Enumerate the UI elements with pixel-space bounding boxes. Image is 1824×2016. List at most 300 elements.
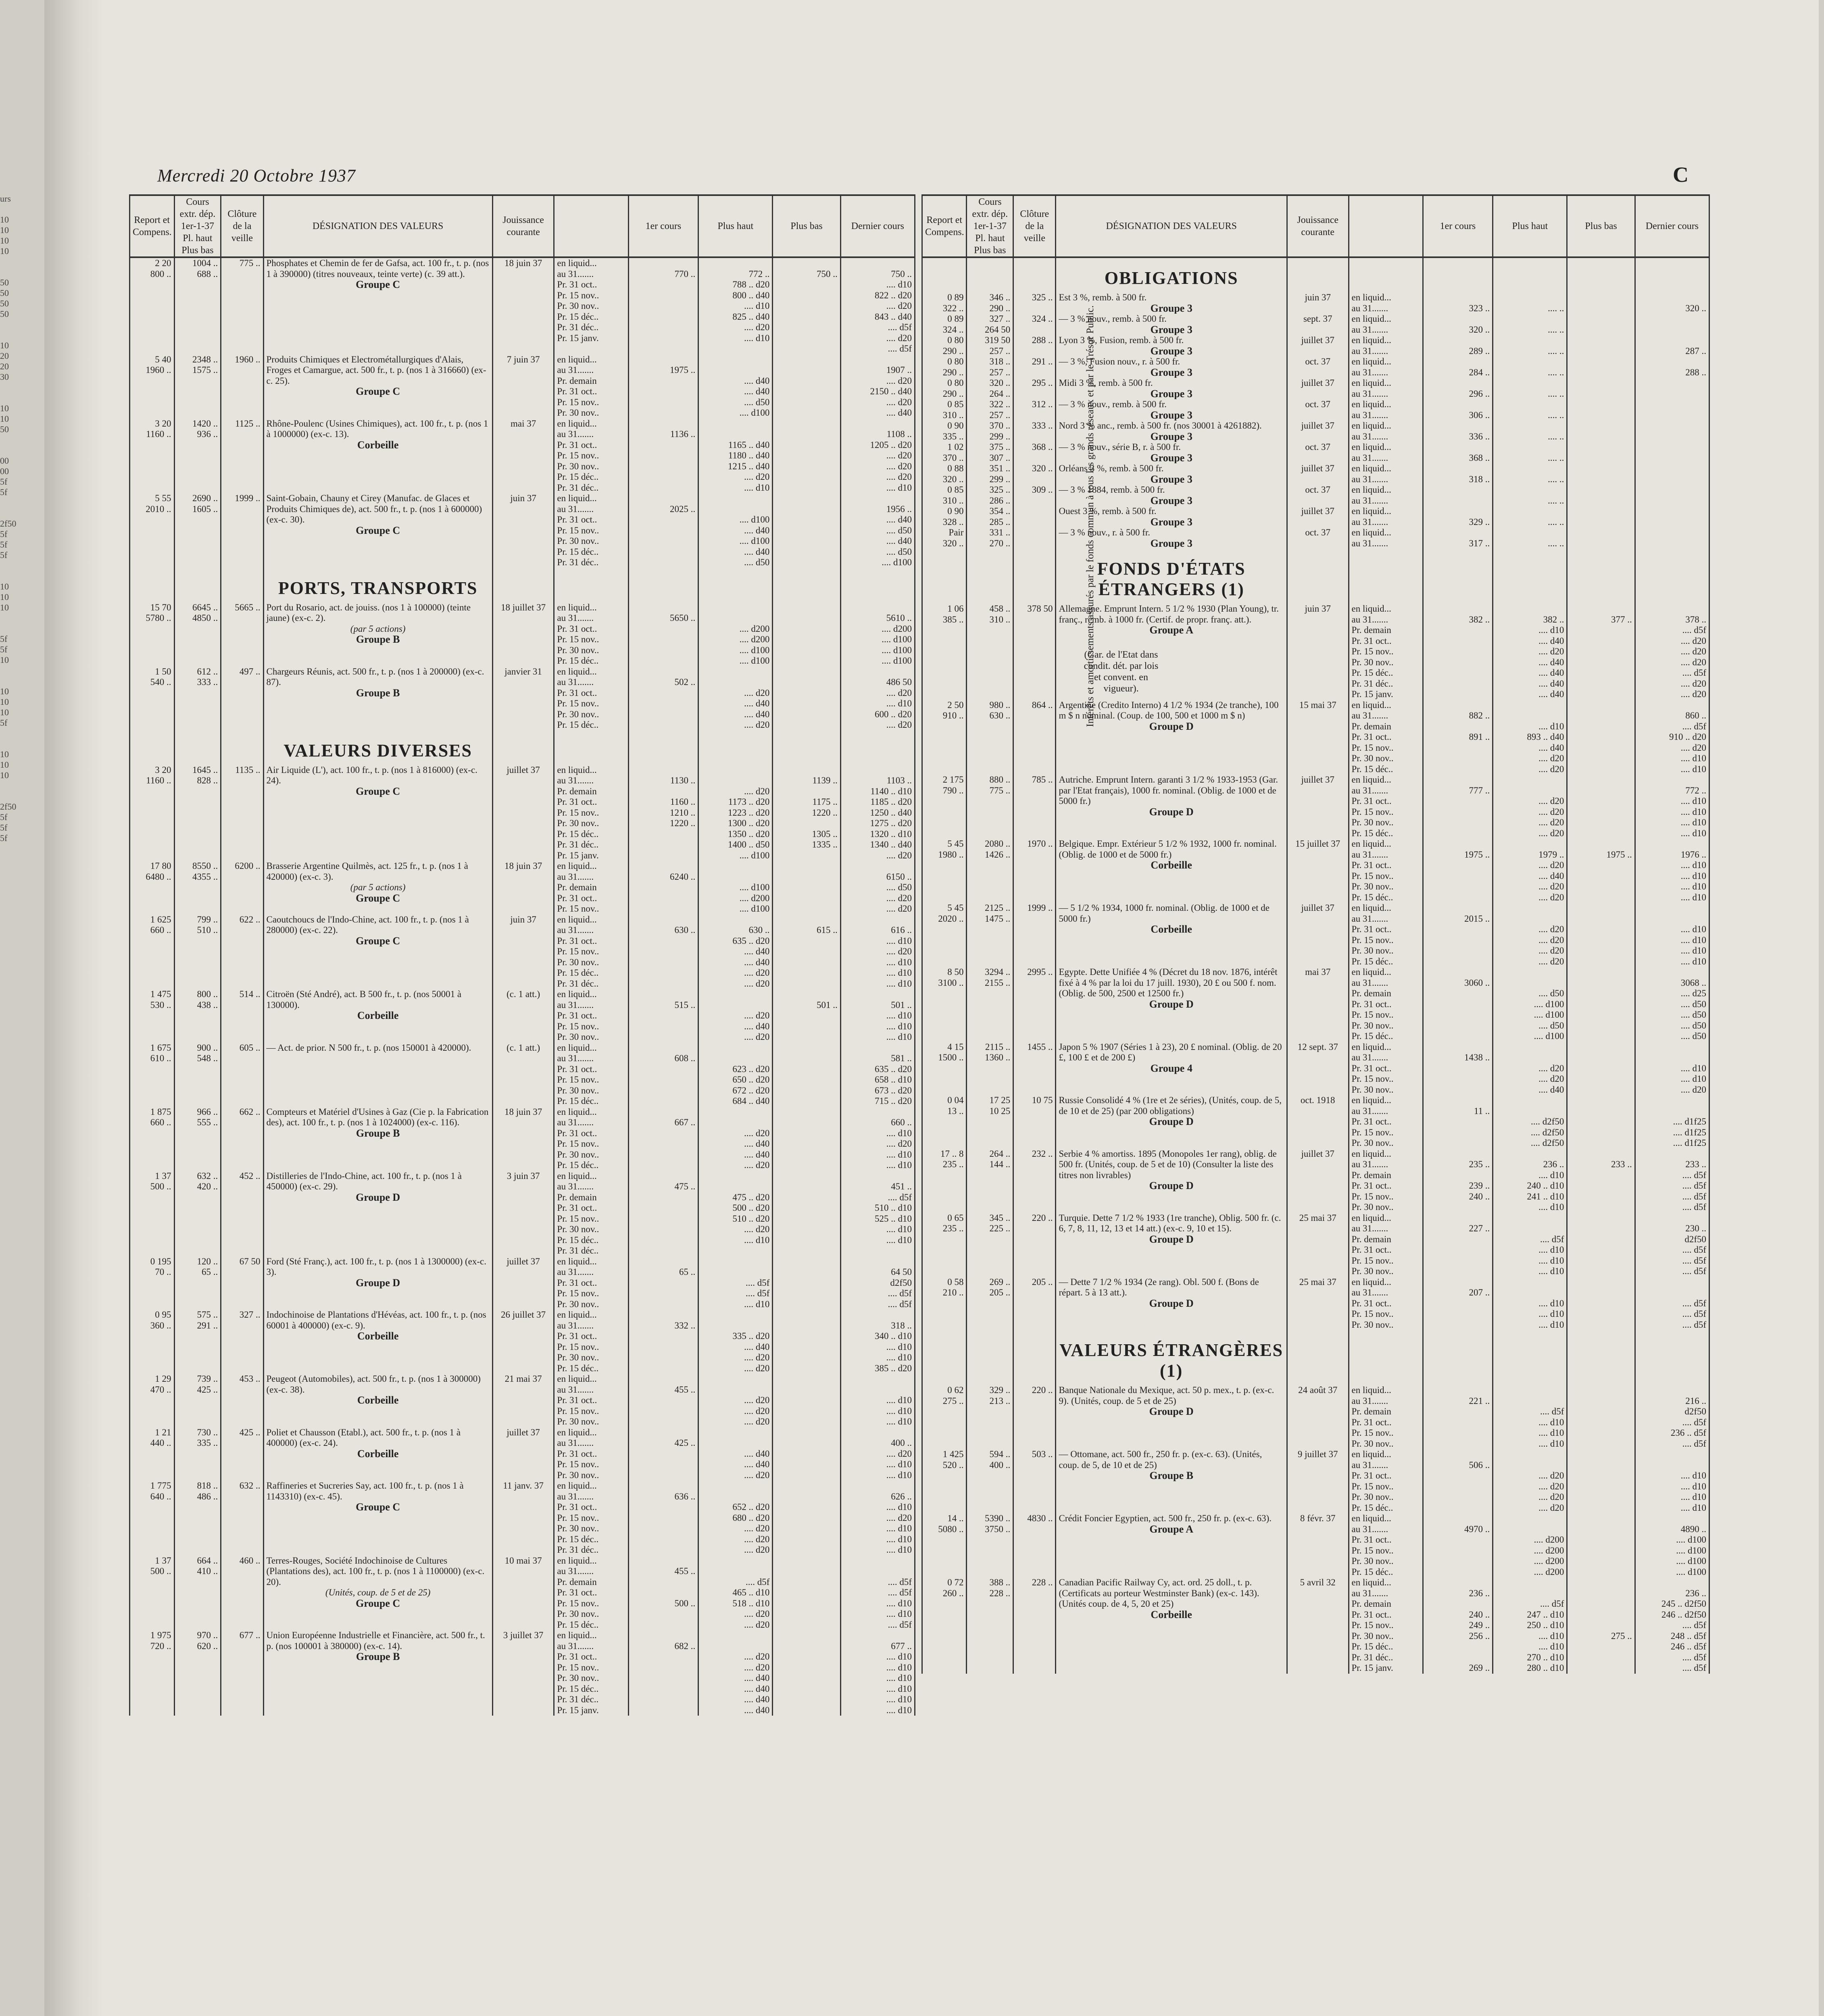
col-plus-haut: Plus haut bbox=[698, 195, 773, 257]
plus-haut-cell: .... d200 .... d200 .... d200 .... d200 bbox=[1493, 1513, 1567, 1577]
security-row bbox=[922, 463, 1709, 485]
designation-cell bbox=[263, 1107, 492, 1171]
cloture-cell: 288 .. bbox=[1013, 335, 1056, 356]
cours-extremes-cell: 264 .. 144 .. bbox=[967, 1149, 1013, 1213]
section-empty-cell bbox=[1423, 1330, 1493, 1385]
security-group: Groupe 3 bbox=[1150, 537, 1192, 549]
report-cell: 5 55 2010 .. bbox=[130, 493, 175, 568]
dernier-cours-cell: 1956 .. .... d40 .... d50 .... d40 .... d50 .... d100 bbox=[840, 493, 915, 568]
premier-cours-cell: 323 .. bbox=[1423, 292, 1493, 314]
designation-cell bbox=[1056, 1385, 1287, 1449]
plus-haut-cell: .... d20 .... d40 .... d40 .... d20 bbox=[698, 666, 773, 731]
echeance-cell: en liquid... au 31....... Pr. demain Pr. 31 oct.. Pr. 15 nov.. Pr. 30 nov.. Pr. 15 déc.. Pr. 31 déc.. Pr. 15 janv. bbox=[1349, 604, 1423, 700]
report-cell: 1 50 540 .. bbox=[130, 666, 175, 731]
jouissance-cell: juin 37 bbox=[492, 493, 554, 568]
designation-cell bbox=[1056, 967, 1287, 1042]
cloture-cell: 1455 .. bbox=[1013, 1042, 1056, 1095]
report-cell: 0 90 328 .. bbox=[922, 506, 967, 527]
security-name: — Dette 7 1/2 % 1934 (2e rang). Obl. 500 f. (Bons de répart. 5 à 13 att.). bbox=[1059, 1277, 1259, 1297]
echeance-cell: en liquid... au 31....... bbox=[1349, 421, 1423, 442]
cloture-cell: 622 .. bbox=[221, 914, 263, 989]
section-empty-cell bbox=[1423, 257, 1493, 292]
section-row bbox=[130, 731, 915, 765]
designation-cell bbox=[263, 861, 492, 914]
security-name: Terres-Rouges, Société Indochinoise de Cultures (Plantations des), act. 100 fr., t. p. (nos 1 à 1100000) (ex-c. 20). bbox=[266, 1555, 485, 1587]
plus-haut-cell: 335 .. d20 .... d40 .... d20 .... d20 bbox=[698, 1310, 773, 1374]
plus-bas-cell: 750 .. bbox=[773, 257, 840, 354]
section-title: OBLIGATIONS bbox=[1104, 268, 1238, 288]
security-name: Orléans 3 %, remb. à 500 fr. bbox=[1059, 463, 1164, 473]
plus-bas-cell bbox=[1567, 1385, 1635, 1449]
security-group: Corbeille bbox=[1151, 1608, 1192, 1620]
cloture-cell: 775 .. bbox=[221, 257, 263, 354]
security-name: — 3 % nouv., r. à 500 fr. bbox=[1059, 527, 1151, 537]
section-empty-cell bbox=[922, 549, 967, 604]
plus-bas-cell bbox=[1567, 485, 1635, 506]
page-fold-shadow bbox=[44, 0, 105, 2016]
echeance-cell: en liquid... au 31....... Pr. 31 oct.. Pr. 15 nov.. Pr. 30 nov.. Pr. 15 déc.. Pr. 31 déc.. bbox=[554, 1481, 628, 1556]
designation-cell bbox=[1056, 1149, 1287, 1213]
col-plus-bas: Plus bas bbox=[773, 195, 840, 257]
designation-cell bbox=[263, 1556, 492, 1631]
plus-bas-cell bbox=[773, 354, 840, 419]
security-group: Groupe A bbox=[1149, 1523, 1193, 1535]
premier-cours-cell: 608 .. bbox=[628, 1043, 698, 1107]
dernier-cours-cell: .... d10 .... d10 .... d20 bbox=[1635, 1042, 1709, 1095]
security-extra: (Unités, coup. de 5 et de 25) bbox=[325, 1587, 431, 1597]
echeance-cell: en liquid... au 31....... bbox=[1349, 485, 1423, 506]
echeance-cell: en liquid... au 31....... Pr. 31 oct.. Pr. 15 nov.. Pr. 30 nov.. Pr. 15 déc.. bbox=[554, 1107, 628, 1171]
jouissance-cell: oct. 37 bbox=[1287, 442, 1349, 463]
jouissance-cell: juillet 37 bbox=[1287, 903, 1349, 967]
echeance-cell: en liquid... au 31....... bbox=[1349, 463, 1423, 485]
designation-cell bbox=[263, 354, 492, 419]
jouissance-cell: 21 mai 37 bbox=[492, 1374, 554, 1427]
security-name: — Ottomane, act. 500 fr., 250 fr. p. (ex-c. 63). (Unités, coup. de 5, de 10 et de 25) bbox=[1059, 1449, 1262, 1470]
designation-cell bbox=[263, 765, 492, 861]
plus-haut-cell: 630 .. 635 .. d20 .... d40 .... d40 .... d20 .... d20 bbox=[698, 914, 773, 989]
jouissance-cell: 25 mai 37 bbox=[1287, 1277, 1349, 1331]
section-empty-cell bbox=[628, 731, 698, 765]
col-report: Report et Compens. bbox=[922, 195, 967, 257]
security-name: Nord 3 % anc., remb. à 500 fr. (nos 30001 à 4261882). bbox=[1059, 421, 1262, 431]
dernier-cours-cell: 288 .. bbox=[1635, 356, 1709, 378]
section-empty-cell bbox=[1423, 549, 1493, 604]
section-empty-cell bbox=[1567, 549, 1635, 604]
security-row bbox=[922, 700, 1709, 775]
security-group: Corbeille bbox=[357, 1330, 399, 1342]
report-cell: 0 85 310 .. bbox=[922, 485, 967, 506]
jouissance-cell: 9 juillet 37 bbox=[1287, 1449, 1349, 1513]
security-name: Autriche. Emprunt Intern. garanti 3 1/2 % 1933-1953 (Gar. par l'Etat français), 1000 fr. nominal. (Oblig. de 1000 et de 5000 fr.) bbox=[1059, 775, 1278, 806]
cloture-cell bbox=[1013, 506, 1056, 527]
col-cloture: Clôture de la veille bbox=[221, 195, 263, 257]
section-title: VALEURS ÉTRANGÈRES (1) bbox=[1059, 1340, 1284, 1381]
plus-bas-cell: 233 .. bbox=[1567, 1149, 1635, 1213]
jouissance-cell: juin 37 bbox=[1287, 604, 1349, 700]
report-cell: 5 40 1960 .. bbox=[130, 354, 175, 419]
security-group: Corbeille bbox=[357, 439, 399, 451]
plus-haut-cell: 382 .. .... d10 .... d40 .... d20 .... d40 .... d40 .... d40 .... d40 bbox=[1493, 604, 1567, 700]
plus-haut-cell: .... d20 .... d20 .... d20 .... d20 bbox=[1493, 775, 1567, 839]
plus-bas-cell bbox=[773, 861, 840, 914]
security-name: Caoutchoucs de l'Indo-Chine, act. 100 fr., t. p. (nos 1 à 280000) (ex-c. 22). bbox=[266, 914, 469, 935]
security-group: Groupe D bbox=[356, 1191, 400, 1203]
jouissance-cell: oct. 37 bbox=[1287, 356, 1349, 378]
plus-bas-cell bbox=[773, 1043, 840, 1107]
dernier-cours-cell: 5610 .. .... d200 .... d100 .... d100 .... d100 bbox=[840, 602, 915, 666]
plus-bas-cell: 1975 .. bbox=[1567, 839, 1635, 903]
plus-haut-cell: 1979 .. .... d20 .... d40 .... d20 .... d20 bbox=[1493, 839, 1567, 903]
security-name: Argentine (Credito Interno) 4 1/2 % 1934 (2e tranche), 100 m $ n nominal. (Coup. de 100, 500 et 1000 m $ n) bbox=[1059, 700, 1279, 721]
cours-extremes-cell: 3294 .. 2155 .. bbox=[967, 967, 1013, 1042]
security-name: — 3 %, Fusion nouv., r. à 500 fr. bbox=[1059, 356, 1180, 367]
jouissance-cell: 18 juin 37 bbox=[492, 257, 554, 354]
designation-cell bbox=[263, 257, 492, 354]
plus-bas-cell bbox=[773, 1481, 840, 1556]
cours-extremes-cell: 370 .. 299 .. bbox=[967, 421, 1013, 442]
security-row bbox=[922, 356, 1709, 378]
cloture-cell: 232 .. bbox=[1013, 1149, 1056, 1213]
security-group: Groupe D bbox=[1149, 720, 1194, 732]
echeance-cell: en liquid... au 31....... Pr. 31 oct.. Pr. 15 nov.. Pr. 30 nov.. bbox=[554, 1374, 628, 1427]
dernier-cours-cell: 1976 .. .... d10 .... d10 .... d10 .... d10 bbox=[1635, 839, 1709, 903]
plus-bas-cell bbox=[1567, 1277, 1635, 1331]
cours-extremes-cell: 818 .. 486 .. bbox=[174, 1481, 221, 1556]
dernier-cours-cell: 486 50 .... d20 .... d10 600 .. d20 .... d20 bbox=[840, 666, 915, 731]
security-row bbox=[130, 1310, 915, 1374]
designation-cell bbox=[1056, 1277, 1287, 1331]
dernier-cours-cell: 216 .. d2f50 .... d5f 236 .. d5f .... d5f bbox=[1635, 1385, 1709, 1449]
cours-extremes-cell: 1420 .. 936 .. bbox=[174, 419, 221, 494]
security-name: Phosphates et Chemin de fer de Gafsa, act. 100 fr., t. p. (nos 1 à 390000) (titres nouveaux, teinte verte) (c. 39 att.). bbox=[266, 258, 489, 279]
echeance-cell: en liquid... au 31....... Pr. 31 oct.. Pr. 15 nov.. Pr. 30 nov.. Pr. 15 déc.. Pr. 31 déc.. Pr. 15 janv. bbox=[554, 257, 628, 354]
echeance-cell: en liquid... au 31....... Pr. 31 oct.. Pr. 15 nov.. Pr. 30 nov.. Pr. 15 déc.. bbox=[1349, 839, 1423, 903]
report-cell: 1 625 660 .. bbox=[130, 914, 175, 989]
echeance-cell: en liquid... au 31....... Pr. 31 oct.. Pr. 15 nov.. Pr. 30 nov.. Pr. 15 déc.. bbox=[1349, 775, 1423, 839]
cours-extremes-cell: 318 .. 257 .. bbox=[967, 356, 1013, 378]
dernier-cours-cell: .... d5f .... d5f .... d10 .... d10 .... d5f bbox=[840, 1556, 915, 1631]
report-cell: 1 02 370 .. bbox=[922, 442, 967, 463]
plus-haut-cell: .... d100 .... d40 .... d100 .... d40 .... d50 bbox=[698, 493, 773, 568]
security-row bbox=[922, 399, 1709, 421]
security-name: Raffineries et Sucreries Say, act. 100 fr., t. p. (nos 1 à 1143310) (ex-c. 45). bbox=[266, 1481, 464, 1502]
security-group: Groupe 3 bbox=[1150, 387, 1192, 399]
plus-bas-cell bbox=[1567, 356, 1635, 378]
dernier-cours-cell: 501 .. .... d10 .... d10 .... d10 bbox=[840, 989, 915, 1043]
premier-cours-cell: 4970 .. bbox=[1423, 1513, 1493, 1577]
security-row bbox=[130, 419, 915, 494]
jouissance-cell: juillet 37 bbox=[1287, 506, 1349, 527]
security-name: Ford (Sté Franç.), act. 100 fr., t. p. (nos 1 à 1300000) (ex-c. 3). bbox=[266, 1256, 486, 1277]
col-premier-cours: 1er cours bbox=[1423, 195, 1493, 257]
security-group: Groupe D bbox=[1149, 1406, 1194, 1417]
premier-cours-cell: 289 .. bbox=[1423, 335, 1493, 356]
cours-extremes-cell: 17 25 10 25 bbox=[967, 1095, 1013, 1149]
plus-haut-cell: .... d20 .... d20 .... d40 bbox=[1493, 1042, 1567, 1095]
premier-cours-cell: 682 .. bbox=[628, 1630, 698, 1716]
section-empty-cell bbox=[698, 568, 773, 602]
security-name: Midi 3 %, remb. à 500 fr. bbox=[1059, 378, 1153, 388]
plus-haut-cell: 475 .. d20 500 .. d20 510 .. d20 .... d20 .... d10 bbox=[698, 1171, 773, 1256]
cours-extremes-cell: 594 .. 400 .. bbox=[967, 1449, 1013, 1513]
designation-cell bbox=[263, 1043, 492, 1107]
jouissance-cell: juillet 37 bbox=[1287, 421, 1349, 442]
security-extra: (par 5 actions) bbox=[350, 882, 406, 892]
report-cell: 0 04 13 .. bbox=[922, 1095, 967, 1149]
report-cell: 0 65 235 .. bbox=[922, 1213, 967, 1277]
premier-cours-cell: 284 .. bbox=[1423, 356, 1493, 378]
plus-haut-cell: .... .. bbox=[1493, 399, 1567, 421]
security-name: Distilleries de l'Indo-Chine, act. 100 fr., t. p. (nos 1 à 450000) (ex-c. 29). bbox=[266, 1170, 462, 1191]
page-date: Mercredi 20 Octobre 1937 bbox=[157, 166, 356, 185]
premier-cours-cell: 382 .. bbox=[1423, 604, 1493, 700]
security-group: Groupe 3 bbox=[1150, 430, 1192, 442]
section-empty-cell bbox=[1287, 1330, 1349, 1385]
cours-extremes-cell: 351 .. 299 .. bbox=[967, 463, 1013, 485]
security-group: Corbeille bbox=[1151, 923, 1192, 935]
security-name: Peugeot (Automobiles), act. 500 fr., t. p. (nos 1 à 300000) (ex-c. 38). bbox=[266, 1374, 481, 1395]
dernier-cours-cell bbox=[1635, 527, 1709, 549]
security-row bbox=[130, 257, 915, 354]
security-row bbox=[922, 335, 1709, 356]
plus-bas-cell: 615 .. bbox=[773, 914, 840, 989]
security-row bbox=[130, 1043, 915, 1107]
premier-cours-cell bbox=[1423, 485, 1493, 506]
plus-haut-cell: .... d20 1173 .. d20 1223 .. d20 1300 .. d20 1350 .. d20 1400 .. d50 .... d100 bbox=[698, 765, 773, 861]
plus-haut-cell: .... d100 .... d200 .... d100 bbox=[698, 861, 773, 914]
security-name: Chargeurs Réunis, act. 500 fr., t. p. (nos 1 à 200000) (ex-c. 87). bbox=[266, 666, 484, 687]
security-group: Corbeille bbox=[357, 1447, 399, 1460]
designation-cell bbox=[263, 419, 492, 494]
col-cloture: Clôture de la veille bbox=[1013, 195, 1056, 257]
plus-haut-cell: .... d20 .... d40 .... d20 bbox=[698, 989, 773, 1043]
jouissance-cell: 24 août 37 bbox=[1287, 1385, 1349, 1449]
jouissance-cell: juillet 37 bbox=[1287, 775, 1349, 839]
echeance-cell: en liquid... au 31....... bbox=[1349, 399, 1423, 421]
plus-haut-cell: .... d5f .... d10 .... d10 .... d10 bbox=[1493, 1213, 1567, 1277]
security-row bbox=[130, 666, 915, 731]
plus-haut-cell: .... .. bbox=[1493, 442, 1567, 463]
security-name: Banque Nationale du Mexique, act. 50 p. mex., t. p. (ex-c. 9). (Unités, coup. de 5 et de 25) bbox=[1059, 1385, 1274, 1406]
designation-cell bbox=[1056, 1513, 1287, 1577]
cloture-cell: 514 .. bbox=[221, 989, 263, 1043]
cours-extremes-cell: 120 .. 65 .. bbox=[174, 1256, 221, 1310]
jouissance-cell: juillet 37 bbox=[492, 1427, 554, 1481]
security-name: — 3 % nouv., remb. à 500 fr. bbox=[1059, 399, 1167, 409]
report-cell: 0 80 290 .. bbox=[922, 378, 967, 399]
security-name: Russie Consolidé 4 % (1re et 2e séries), (Unités, coup. de 5, de 10 et de 25) (par 200 obligations) bbox=[1059, 1095, 1282, 1116]
dernier-cours-cell bbox=[1635, 442, 1709, 463]
echeance-cell: en liquid... au 31....... bbox=[1349, 335, 1423, 356]
cloture-cell: 677 .. bbox=[221, 1630, 263, 1716]
plus-haut-cell: .... d5f 465 .. d10 518 .. d10 .... d20 .... d20 bbox=[698, 1556, 773, 1631]
security-group: Groupe 3 bbox=[1150, 302, 1192, 314]
cours-extremes-cell: 329 .. 213 .. bbox=[967, 1385, 1013, 1449]
col-cours-extr: Cours extr. dép. 1er-1-37 Pl. haut Plus bas bbox=[174, 195, 221, 257]
right-quotes-table bbox=[921, 194, 1710, 1674]
col-dernier-cours: Dernier cours bbox=[1635, 195, 1709, 257]
plus-haut-cell: .... d40 .... d40 .... d50 .... d100 bbox=[698, 354, 773, 419]
dernier-cours-cell bbox=[1635, 421, 1709, 442]
cloture-cell: 368 .. bbox=[1013, 442, 1056, 463]
section-empty-cell bbox=[967, 1330, 1013, 1385]
col-plus-haut: Plus haut bbox=[1493, 195, 1567, 257]
plus-bas-cell bbox=[1567, 1042, 1635, 1095]
echeance-cell: en liquid... au 31....... Pr. demain Pr. 31 oct.. Pr. 15 nov.. Pr. 30 nov.. bbox=[554, 354, 628, 419]
cours-extremes-cell: 900 .. 548 .. bbox=[174, 1043, 221, 1107]
premier-cours-cell: 235 .. 239 .. 240 .. bbox=[1423, 1149, 1493, 1213]
cloture-cell: 67 50 bbox=[221, 1256, 263, 1310]
premier-cours-cell: 515 .. bbox=[628, 989, 698, 1043]
jouissance-cell: juillet 37 bbox=[492, 1256, 554, 1310]
jouissance-cell: mai 37 bbox=[1287, 967, 1349, 1042]
plus-bas-cell bbox=[773, 1630, 840, 1716]
security-row bbox=[922, 485, 1709, 506]
dernier-cours-cell: 616 .. .... d10 .... d20 .... d10 .... d10 .... d10 bbox=[840, 914, 915, 989]
security-row bbox=[130, 989, 915, 1043]
cloture-cell: 662 .. bbox=[221, 1107, 263, 1171]
plus-bas-cell bbox=[773, 1107, 840, 1171]
echeance-cell: en liquid... au 31....... Pr. 31 oct.. Pr. 15 nov.. Pr. 30 nov.. Pr. 15 déc.. bbox=[554, 602, 628, 666]
security-row bbox=[922, 1385, 1709, 1449]
state-guarantee-note: (Gar. de l'Etat dans condit. dét. par lois et convent. en vigueur). bbox=[1084, 650, 1159, 694]
section-empty-cell bbox=[1567, 257, 1635, 292]
jouissance-cell: janvier 31 bbox=[492, 666, 554, 731]
designation-cell bbox=[1056, 839, 1287, 903]
section-empty-cell bbox=[1349, 257, 1423, 292]
jouissance-cell: juillet 37 bbox=[1287, 1149, 1349, 1213]
cours-extremes-cell: 880 .. 775 .. bbox=[967, 775, 1013, 839]
section-title-cell bbox=[263, 568, 492, 602]
security-row bbox=[922, 604, 1709, 700]
premier-cours-cell: 317 .. bbox=[1423, 527, 1493, 549]
security-name: Compteurs et Matériel d'Usines à Gaz (Cie p. la Fabrication des), act. 100 fr., t. p. (nos 1 à 1024000) (ex-c. 116). bbox=[266, 1106, 489, 1127]
report-cell: 17 80 6480 .. bbox=[130, 861, 175, 914]
report-cell: 2 175 790 .. bbox=[922, 775, 967, 839]
echeance-cell: en liquid... au 31....... Pr. demain Pr. 31 oct.. Pr. 15 nov.. Pr. 30 nov.. Pr. 15 déc.. Pr. 31 déc.. Pr. 15 janv. bbox=[1349, 1577, 1423, 1674]
dernier-cours-cell bbox=[1635, 378, 1709, 399]
plus-bas-cell bbox=[1567, 314, 1635, 335]
cloture-cell: 453 .. bbox=[221, 1374, 263, 1427]
dernier-cours-cell: 677 .. .... d10 .... d10 .... d10 .... d10 .... d10 .... d10 bbox=[840, 1630, 915, 1716]
security-group: Groupe B bbox=[356, 1127, 400, 1139]
premier-cours-cell: 475 .. bbox=[628, 1171, 698, 1256]
col-designation: DÉSIGNATION DES VALEURS bbox=[263, 195, 492, 257]
security-group: Groupe C bbox=[356, 1597, 400, 1609]
report-cell: 1 775 640 .. bbox=[130, 1481, 175, 1556]
section-empty-cell bbox=[773, 731, 840, 765]
report-cell: 0 80 290 .. bbox=[922, 356, 967, 378]
right-table-body bbox=[922, 257, 1709, 1674]
premier-cours-cell: 332 .. bbox=[628, 1310, 698, 1374]
designation-cell bbox=[263, 1310, 492, 1374]
cours-extremes-cell: 6645 .. 4850 .. bbox=[174, 602, 221, 666]
designation-cell bbox=[263, 989, 492, 1043]
cloture-cell: 378 50 bbox=[1013, 604, 1056, 700]
cours-extremes-cell: 2080 .. 1426 .. bbox=[967, 839, 1013, 903]
cours-extremes-cell: 800 .. 438 .. bbox=[174, 989, 221, 1043]
security-row bbox=[130, 602, 915, 666]
dernier-cours-cell: .... d1f25 .... d1f25 .... d1f25 bbox=[1635, 1095, 1709, 1149]
report-cell: 1 975 720 .. bbox=[130, 1630, 175, 1716]
plus-haut-cell: .... .. bbox=[1493, 463, 1567, 485]
dernier-cours-cell: 64 50 d2f50 .... d5f .... d5f bbox=[840, 1256, 915, 1310]
section-empty-cell bbox=[922, 1330, 967, 1385]
report-cell: 1 21 440 .. bbox=[130, 1427, 175, 1481]
cloture-cell: 320 .. bbox=[1013, 463, 1056, 485]
cloture-cell: 228 .. bbox=[1013, 1577, 1056, 1674]
cloture-cell: 325 .. bbox=[1013, 292, 1056, 314]
cloture-cell: 1125 .. bbox=[221, 419, 263, 494]
designation-cell bbox=[263, 1630, 492, 1716]
jouissance-cell: oct. 37 bbox=[1287, 399, 1349, 421]
dernier-cours-cell: 287 .. bbox=[1635, 335, 1709, 356]
dernier-cours-cell: 451 .. .... d5f 510 .. d10 525 .. d10 .... d10 .... d10 bbox=[840, 1171, 915, 1256]
echeance-cell: en liquid... au 31....... Pr. 31 oct.. Pr. 15 nov.. Pr. 30 nov.. bbox=[554, 1427, 628, 1481]
dernier-cours-cell: 4890 .. .... d100 .... d100 .... d100 .... d100 bbox=[1635, 1513, 1709, 1577]
dernier-cours-cell bbox=[1635, 463, 1709, 485]
dernier-cours-cell: 6150 .. .... d50 .... d20 .... d20 bbox=[840, 861, 915, 914]
designation-cell bbox=[263, 1374, 492, 1427]
cours-extremes-cell: 1004 .. 688 .. bbox=[174, 257, 221, 354]
echeance-cell: en liquid... au 31....... Pr. 31 oct.. Pr. 15 nov.. Pr. 30 nov.. Pr. 15 déc.. bbox=[1349, 1449, 1423, 1513]
security-row bbox=[922, 421, 1709, 442]
premier-cours-cell: 1975 .. bbox=[1423, 839, 1493, 903]
plus-haut-cell: 772 .. 788 .. d20 800 .. d40 .... d10 825 .. d40 .... d20 .... d10 bbox=[698, 257, 773, 354]
section-empty-cell bbox=[174, 568, 221, 602]
cloture-cell: 324 .. bbox=[1013, 314, 1056, 335]
plus-bas-cell bbox=[1567, 399, 1635, 421]
security-group: Groupe D bbox=[1149, 1116, 1194, 1127]
section-empty-cell bbox=[492, 731, 554, 765]
premier-cours-cell: 1130 .. 1160 .. 1210 .. 1220 .. bbox=[628, 765, 698, 861]
jouissance-cell: 18 juillet 37 bbox=[492, 602, 554, 666]
cloture-cell: 5665 .. bbox=[221, 602, 263, 666]
report-cell: 1 425 520 .. bbox=[922, 1449, 967, 1513]
report-cell: 14 .. 5080 .. bbox=[922, 1513, 967, 1577]
cloture-cell: 10 75 bbox=[1013, 1095, 1056, 1149]
cours-extremes-cell: 2125 .. 1475 .. bbox=[967, 903, 1013, 967]
cloture-cell: 6200 .. bbox=[221, 861, 263, 914]
cloture-cell: 460 .. bbox=[221, 1556, 263, 1631]
security-group: Groupe 3 bbox=[1150, 516, 1192, 527]
section-empty-cell bbox=[1567, 1330, 1635, 1385]
jouissance-cell: juin 37 bbox=[492, 914, 554, 989]
plus-haut-cell: .... d10 893 .. d40 .... d40 .... d20 .... d20 bbox=[1493, 700, 1567, 775]
jouissance-cell: 15 juillet 37 bbox=[1287, 839, 1349, 903]
section-empty-cell bbox=[1013, 549, 1056, 604]
security-row bbox=[130, 354, 915, 419]
report-cell: 0 195 70 .. bbox=[130, 1256, 175, 1310]
plus-bas-cell bbox=[1567, 1213, 1635, 1277]
cloture-cell: 312 .. bbox=[1013, 399, 1056, 421]
security-row bbox=[922, 1213, 1709, 1277]
cloture-cell: 1135 .. bbox=[221, 765, 263, 861]
security-row bbox=[922, 506, 1709, 527]
designation-cell bbox=[1056, 1095, 1287, 1149]
plus-bas-cell bbox=[773, 1427, 840, 1481]
security-row bbox=[922, 1095, 1709, 1149]
plus-haut-cell: .... d20 .... d20 .... d20 bbox=[698, 1374, 773, 1427]
report-cell: 17 .. 8 235 .. bbox=[922, 1149, 967, 1213]
security-row bbox=[922, 292, 1709, 314]
cours-extremes-cell: 970 .. 620 .. bbox=[174, 1630, 221, 1716]
echeance-cell: en liquid... au 31....... Pr. demain Pr. 31 oct.. Pr. 15 nov.. Pr. 30 nov.. bbox=[1349, 1213, 1423, 1277]
dernier-cours-cell bbox=[1635, 314, 1709, 335]
cloture-cell: 1970 .. bbox=[1013, 839, 1056, 903]
security-extra: (par 5 actions) bbox=[350, 623, 406, 634]
